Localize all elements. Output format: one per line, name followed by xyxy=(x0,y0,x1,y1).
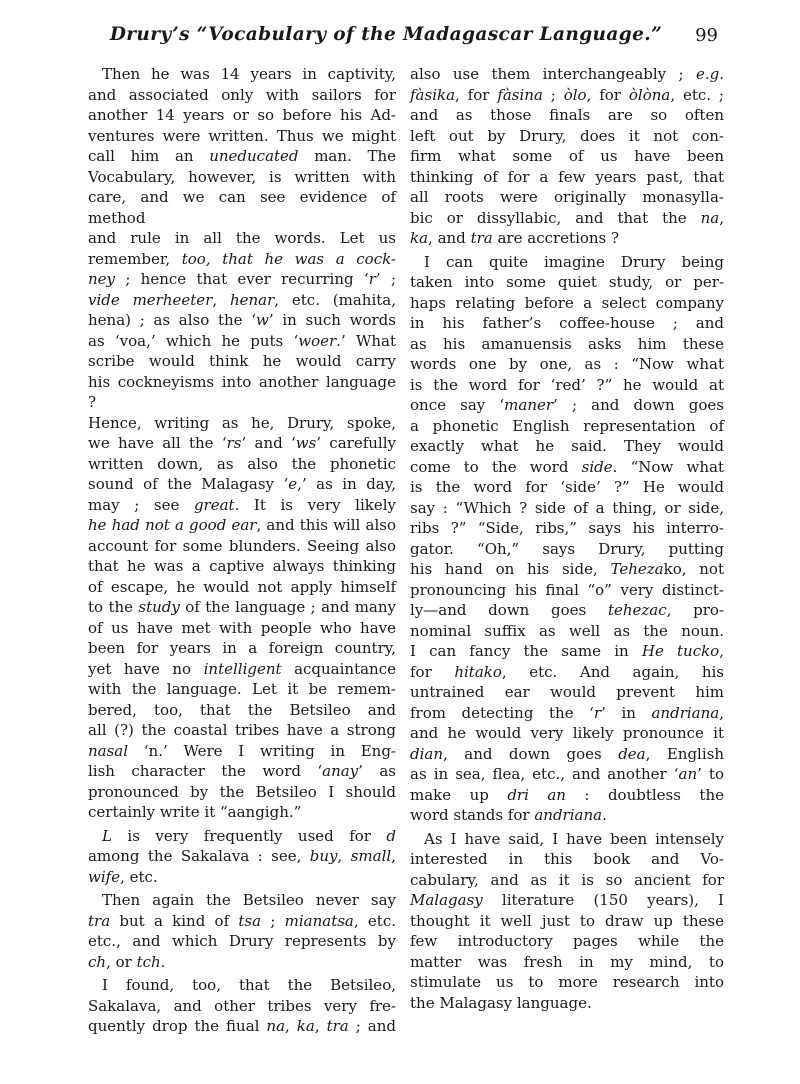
text-line: and associated only with sailors for xyxy=(88,85,396,104)
page-header xyxy=(88,24,724,54)
text-line: interested in this book and Vo- xyxy=(410,850,724,868)
text-line: remember, too, that he was a cock- xyxy=(88,249,396,268)
text-line: ney ; hence that ever recurring ‘r’ ; xyxy=(88,270,396,288)
text-line: vide merheeter, henar, etc. (mahita, xyxy=(88,290,397,309)
text-line: untrained ear would prevent him xyxy=(410,683,724,701)
text-line: I found, too, that the Betsileo, xyxy=(102,976,396,994)
text-line: we have all the ‘rs’ and ‘ws’ carefully xyxy=(88,434,396,452)
text-line: hena) ; as also the ‘w’ in such words xyxy=(88,311,396,329)
text-line: haps relating before a select company xyxy=(410,293,724,312)
text-line: and he would very likely pronounce it xyxy=(410,724,724,742)
text-line: I can quite imagine Drury being xyxy=(424,252,724,271)
text-line: dian, and down goes dea, English xyxy=(410,744,725,763)
paragraph xyxy=(410,64,724,249)
text-line: tra but a kind of tsa ; mianatsa, etc. xyxy=(88,911,396,930)
text-line: ka, and tra are accretions ? xyxy=(410,229,620,247)
text-line: ventures were written. Thus we might xyxy=(88,126,396,145)
text-line: of escape, he would not apply himself xyxy=(88,577,396,596)
text-line: wife, etc. xyxy=(88,867,158,886)
text-line: Hence, writing as he, Drury, spoke, xyxy=(88,413,396,432)
text-line: matter was fresh in my mind, to xyxy=(410,952,724,971)
text-line: that he was a captive always thinking xyxy=(88,557,396,575)
text-line: and as those finals are so often xyxy=(410,106,724,124)
text-line: pronounced by the Betsileo I should xyxy=(88,782,396,801)
text-line: all roots were originally monasylla- xyxy=(410,188,724,206)
text-line: of us have met with people who have xyxy=(88,618,396,637)
text-line: and rule in all the words. Let us xyxy=(88,229,396,247)
paragraph xyxy=(88,826,396,888)
text-line: once say ‘maner’ ; and down goes xyxy=(410,396,724,414)
text-line: words one by one, as : “Now what xyxy=(410,355,724,373)
text-line: is the word for ‘side’ ?” He would xyxy=(410,478,724,496)
text-line: he had not a good ear, and this will also xyxy=(88,516,396,534)
text-line: as in sea, flea, etc., and another ‘an’ to xyxy=(410,765,724,783)
text-line: Then again the Betsileo never say xyxy=(102,891,396,909)
text-line: sound of the Malagasy ‘e,’ as in day, xyxy=(88,475,397,493)
text-line: in his father’s coffee-house ; and xyxy=(410,314,724,332)
text-line: taken into some quiet study, or per- xyxy=(410,273,724,291)
text-line: come to the word side. “Now what xyxy=(410,457,724,476)
paragraph xyxy=(88,890,396,972)
text-line: I can fancy the same in He tucko, xyxy=(410,642,724,660)
text-line: for hitako, etc. And again, his xyxy=(410,662,724,681)
text-line: thinking of for a few years past, that xyxy=(410,167,724,186)
text-line: is the word for ‘red’ ?” he would at xyxy=(410,375,724,394)
text-line: scribe would think he would carry xyxy=(88,352,396,370)
text-line: nasal ‘n.’ Were I writing in Eng- xyxy=(88,741,396,760)
paragraph xyxy=(88,64,396,823)
text-columns xyxy=(88,64,724,1037)
text-line: stimulate us to more research into xyxy=(410,973,724,991)
text-line: nominal suffix as well as the noun. xyxy=(410,621,724,640)
text-line: to the study of the language ; and many xyxy=(88,598,396,616)
text-line: a phonetic English representation of xyxy=(410,416,724,435)
text-line: bic or dissyllabic, and that the na, xyxy=(410,208,724,227)
text-line: etc., and which Drury represents by xyxy=(88,932,396,950)
paragraph xyxy=(410,252,724,826)
text-line: cabulary, and as it is so ancient for xyxy=(410,870,724,889)
text-line: among the Sakalava : see, buy, small, xyxy=(88,847,396,865)
text-line: been for years in a foreign country, xyxy=(88,639,396,657)
text-line: say : “Which ? side of a thing, or side, xyxy=(410,498,724,517)
text-line: his cockneyisms into another language ? xyxy=(88,372,396,411)
column-right xyxy=(410,64,724,1037)
text-line: firm what some of us have been xyxy=(410,147,724,165)
text-line: gator. “Oh,” says Drury, putting xyxy=(410,539,724,558)
column-left xyxy=(88,64,396,1037)
text-line: left out by Drury, does it not con- xyxy=(410,126,724,145)
text-line: thought it well just to draw up these xyxy=(410,911,724,930)
text-line: Sakalava, and other tribes very fre- xyxy=(88,996,396,1015)
text-line: the Malagasy language. xyxy=(410,993,592,1012)
text-line: as ‘voa,’ which he puts ‘woer.’ What xyxy=(88,331,396,350)
running-title: Drury’s “Vocabulary of the Madagascar Language.” xyxy=(109,24,663,45)
text-line: all (?) the coastal tribes have a strong xyxy=(88,721,396,739)
page-number: 99 xyxy=(695,25,718,46)
text-line: as his amanuensis asks him these xyxy=(410,334,724,353)
text-line: ch, or tch. xyxy=(88,952,166,971)
text-line: written down, as also the phonetic xyxy=(88,454,396,473)
text-line: quently drop the fiual na, ka, tra ; and xyxy=(88,1017,396,1035)
text-line: with the language. Let it be remem- xyxy=(88,680,396,698)
text-line: bered, too, that the Betsileo and xyxy=(88,700,396,719)
text-line: also use them interchangeably ; e.g. xyxy=(410,65,724,83)
text-line: another 14 years or so before his Ad- xyxy=(88,106,396,124)
text-line: certainly write it “aangigh.” xyxy=(88,803,302,821)
paragraph xyxy=(410,829,724,1014)
text-line: word stands for andriana. xyxy=(410,806,607,824)
text-line: care, and we can see evidence of method xyxy=(88,188,396,227)
text-line: Then he was 14 years in captivity, xyxy=(102,65,396,83)
text-line: account for some blunders. Seeing also xyxy=(88,536,396,555)
text-line: Vocabulary, however, is written with xyxy=(88,167,396,186)
text-line: call him an uneducated man. The xyxy=(88,147,396,165)
text-line: exactly what he said. They would xyxy=(410,437,724,455)
text-line: ly—and down goes tehezac, pro- xyxy=(410,601,724,619)
text-line: As I have said, I have been intensely xyxy=(424,829,724,848)
text-line: L is very frequently used for d xyxy=(102,826,396,845)
text-line: pronouncing his final “o” very distinct- xyxy=(410,580,724,599)
text-line: his hand on his side, Tehezako, not xyxy=(410,560,724,578)
text-line: make up dri an : doubtless the xyxy=(410,785,724,804)
text-line: Malagasy literature (150 years), I xyxy=(410,891,724,909)
text-line: may ; see great. It is very likely xyxy=(88,495,396,514)
paragraph xyxy=(88,975,396,1037)
text-line: few introductory pages while the xyxy=(410,932,724,950)
text-line: ribs ?” “Side, ribs,” says his interro- xyxy=(410,519,724,537)
text-line: yet have no intelligent acquaintance xyxy=(88,659,396,678)
text-line: fàsika, for fàsina ; òlo, for òlòna, etc. ; xyxy=(410,85,724,104)
text-line: from detecting the ‘r’ in andriana, xyxy=(410,703,724,722)
text-line: lish character the word ‘anay’ as xyxy=(88,762,396,780)
